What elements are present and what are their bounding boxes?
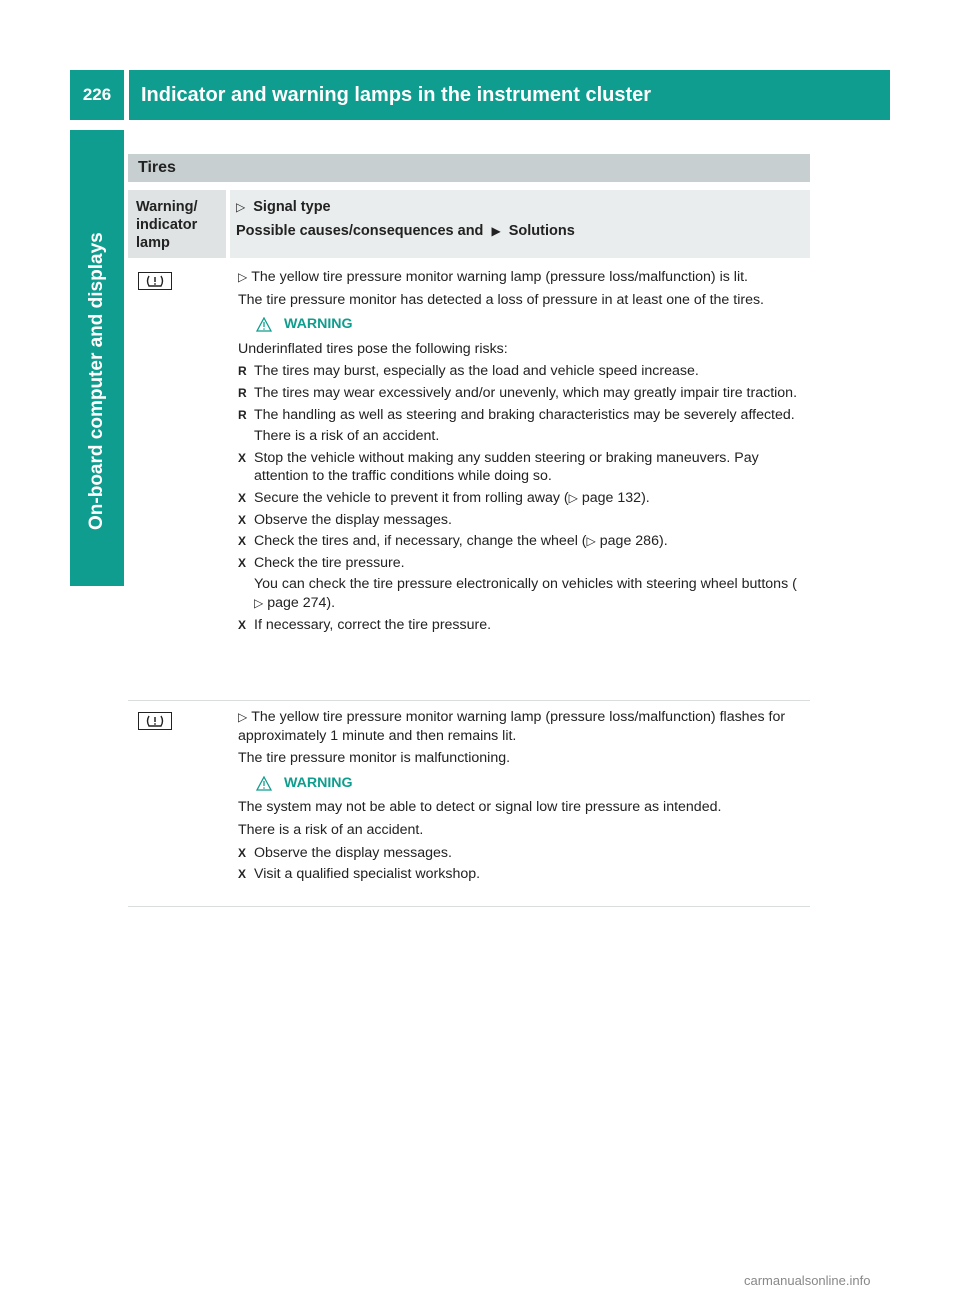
watermark: carmanualsonline.info <box>744 1273 871 1288</box>
page-number: 226 <box>70 70 124 120</box>
page-reference-link[interactable]: page 132 <box>581 489 642 506</box>
warning-triangle-icon <box>256 776 272 791</box>
tire-pressure-warning-icon <box>138 712 172 730</box>
tire-pressure-lamp-cell <box>128 268 238 700</box>
page-ref-icon: ▷ <box>254 595 264 610</box>
signal-triangle-icon: ▷ <box>238 710 248 724</box>
list-item: R The tires may burst, especially as the load and vehicle speed increase. <box>238 363 699 380</box>
list-item: R The tires may wear excessively and/or unevenly, which may greatly impair tire traction. <box>238 384 798 401</box>
lamp-column-header: Warning/ indicator lamp <box>128 190 226 258</box>
page-reference-link[interactable]: page 274 <box>267 594 327 611</box>
row-description: ▷ The yellow tire pressure monitor warning lamp (pressure loss/malfunction) is lit. The tire pressure monitor has detected a loss of pressure in at least one of the tires. WARNING Underinflated tires pose the following risks: R The tires may burst, especially as the load and vehicle speed increase. R The tires may wear excessively and/or unevenly, which may greatly impair tire traction. R The handling as well as steering and braking characteristics may be severely affected. There is a risk of an accident. X Stop the vehicle without making any sudden steering or braking maneuvers. Pay attention to the traffic conditions while doing so. X Secure the vehicle to prevent it from rolling away (▷ page 132). X Observe the display messages. X Check the tires and, if necessary, change the wheel (▷ page 286). X Check the tire pressure. You can check the tire pressure electronically on vehicles with steering wheel buttons (▷ page 274). X If necessary, correct the tire pressure. <box>238 268 810 700</box>
causes-label: Possible causes/consequences and <box>236 223 484 239</box>
signal-triangle-icon: ▷ <box>236 200 246 214</box>
solution-arrow-icon: ▶ <box>491 224 501 238</box>
table-header <box>128 190 810 258</box>
warning-box: WARNING <box>256 774 810 793</box>
warning-box: WARNING <box>256 315 810 334</box>
page-ref-icon: ▷ <box>568 490 578 505</box>
side-chapter-label: On-board computer and displays <box>86 232 107 530</box>
list-item: X If necessary, correct the tire pressure. <box>238 616 492 633</box>
list-item: X Secure the vehicle to prevent it from rolling away (▷ page 132). <box>238 489 650 506</box>
tire-pressure-warning-icon <box>138 272 172 290</box>
solutions-label: Solutions <box>508 223 575 239</box>
description-column-header <box>230 190 810 258</box>
page-reference-link[interactable]: page 286 <box>599 533 659 550</box>
list-item: X Visit a qualified specialist workshop. <box>238 866 481 883</box>
tire-pressure-lamp-cell <box>128 708 238 906</box>
signal-triangle-icon: ▷ <box>238 270 248 284</box>
list-item: X Stop the vehicle without making any sudden steering or braking maneuvers. Pay attention to the traffic conditions while doing so. <box>238 449 759 485</box>
section-title: Tires <box>128 154 810 182</box>
list-item: X Check the tires and, if necessary, change the wheel (▷ page 286). <box>238 533 668 550</box>
page-header-title: Indicator and warning lamps in the instrument cluster <box>129 70 890 120</box>
list-item: R The handling as well as steering and braking characteristics may be severely affected. <box>238 406 795 423</box>
signal-type-label: Signal type <box>253 199 331 215</box>
warning-triangle-icon <box>256 317 272 332</box>
page-ref-icon: ▷ <box>586 534 596 549</box>
table-row <box>128 268 810 701</box>
table-row <box>128 708 810 907</box>
row-description: ▷ The yellow tire pressure monitor warning lamp (pressure loss/malfunction) flashes for approximately 1 minute and then remains lit. The tire pressure monitor is malfunctioning. WARNING The system may not be able to detect or signal low tire pressure as intended. There is a risk of an accident. X Observe the display messages. X Visit a qualified specialist workshop. <box>238 708 810 906</box>
list-item: X Observe the display messages. <box>238 844 452 861</box>
list-item: X Check the tire pressure. <box>238 554 405 571</box>
list-item: X Observe the display messages. <box>238 511 452 528</box>
